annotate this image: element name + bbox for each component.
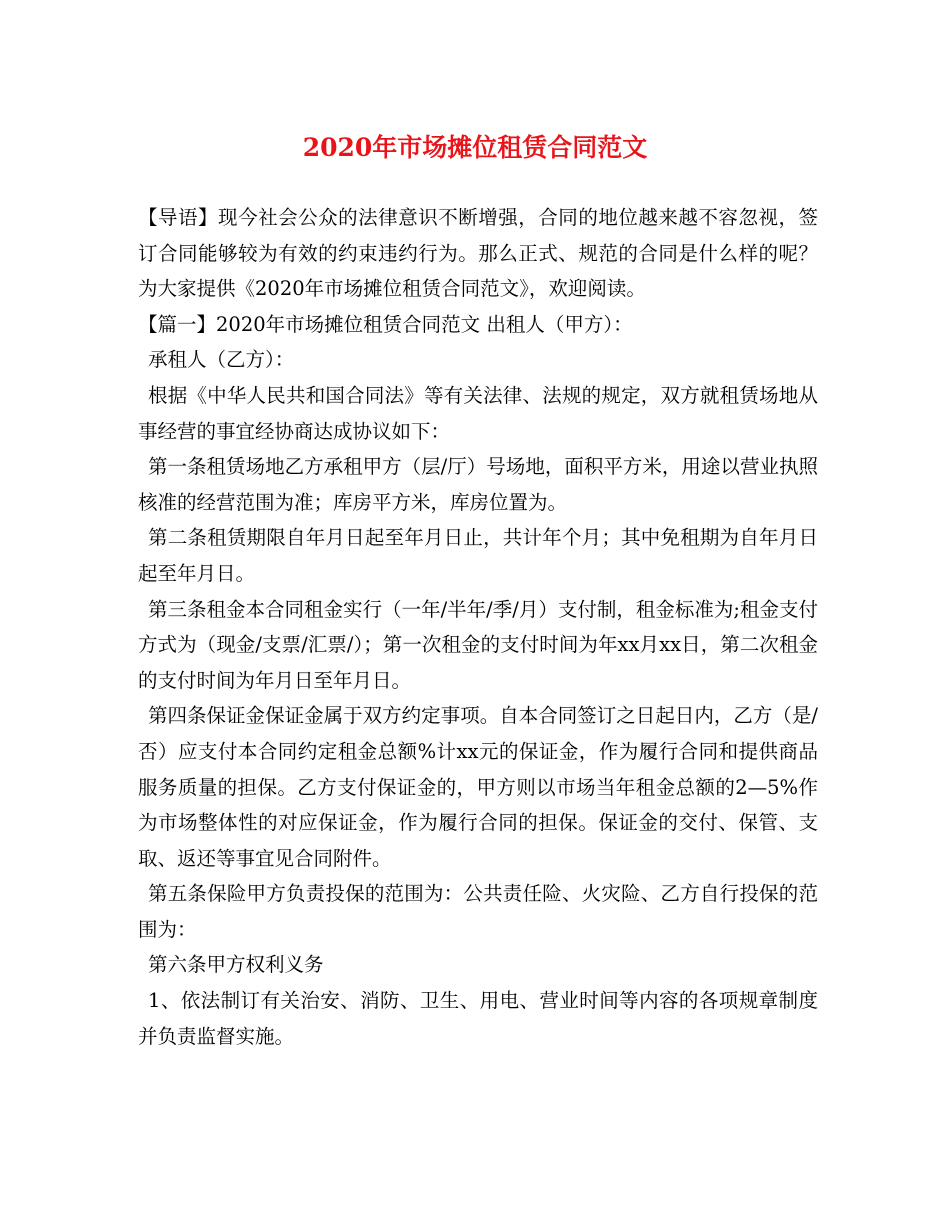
article-4-paragraph: 第四条保证金保证金属于双方约定事项。自本合同签订之日起日内，乙方（是/否）应支付本合同约定租金总额%计xx元的保证金，作为履行合同和提供商品服务质量的担保。乙方支付保证金的，甲方则以市场当年租金总额的2—5%作为市场整体性的对应保证金，作为履行合同的担保。保证金的交付、保管、支取、返还等事宜见合同附件。 bbox=[138, 704, 818, 870]
article-1-paragraph: 第一条租赁场地乙方承租甲方（层/厅）号场地，面积平方米，用途以营业执照核准的经营范围为准；库房平方米，库房位置为。 bbox=[138, 455, 818, 514]
basis-paragraph: 根据《中华人民共和国合同法》等有关法律、法规的规定，双方就租赁场地从事经营的事宜经协商达成协议如下： bbox=[138, 383, 818, 443]
intro-paragraph: 【导语】现今社会公众的法律意识不断增强，合同的地位越来越不容忽视，签订合同能够较为有效的约束违约行为。那么正式、规范的合同是什么样的呢？为大家提供《2020年市场摊位租赁合同范文》，欢迎阅读。 bbox=[138, 206, 818, 301]
document-title: 2020年市场摊位租赁合同范文 bbox=[302, 133, 648, 162]
article-3-paragraph: 第三条租金本合同租金实行（一年/半年/季/月）支付制，租金标准为;租金支付方式为（现金/支票/汇票/）；第一次租金的支付时间为年xx月xx日，第二次租金的支付时间为年月日至年月日。 bbox=[138, 597, 818, 692]
article-6-item-1-paragraph: 1、依法制订有关治安、消防、卫生、用电、营业时间等内容的各项规章制度并负责监督实施。 bbox=[138, 989, 818, 1048]
lessee-paragraph: 承租人（乙方）： bbox=[148, 348, 295, 372]
document-body bbox=[138, 200, 818, 1054]
article-2-paragraph: 第二条租赁期限自年月日起至年月日止，共计年个月；其中免租期为自年月日起至年月日。 bbox=[138, 526, 818, 585]
section-heading-paragraph: 【篇一】2020年市场摊位租赁合同范文 出租人（甲方）： bbox=[138, 312, 633, 336]
article-6-paragraph: 第六条甲方权利义务 bbox=[148, 953, 324, 977]
article-5-paragraph: 第五条保险甲方负责投保的范围为：公共责任险、火灾险、乙方自行投保的范围为： bbox=[138, 882, 818, 941]
